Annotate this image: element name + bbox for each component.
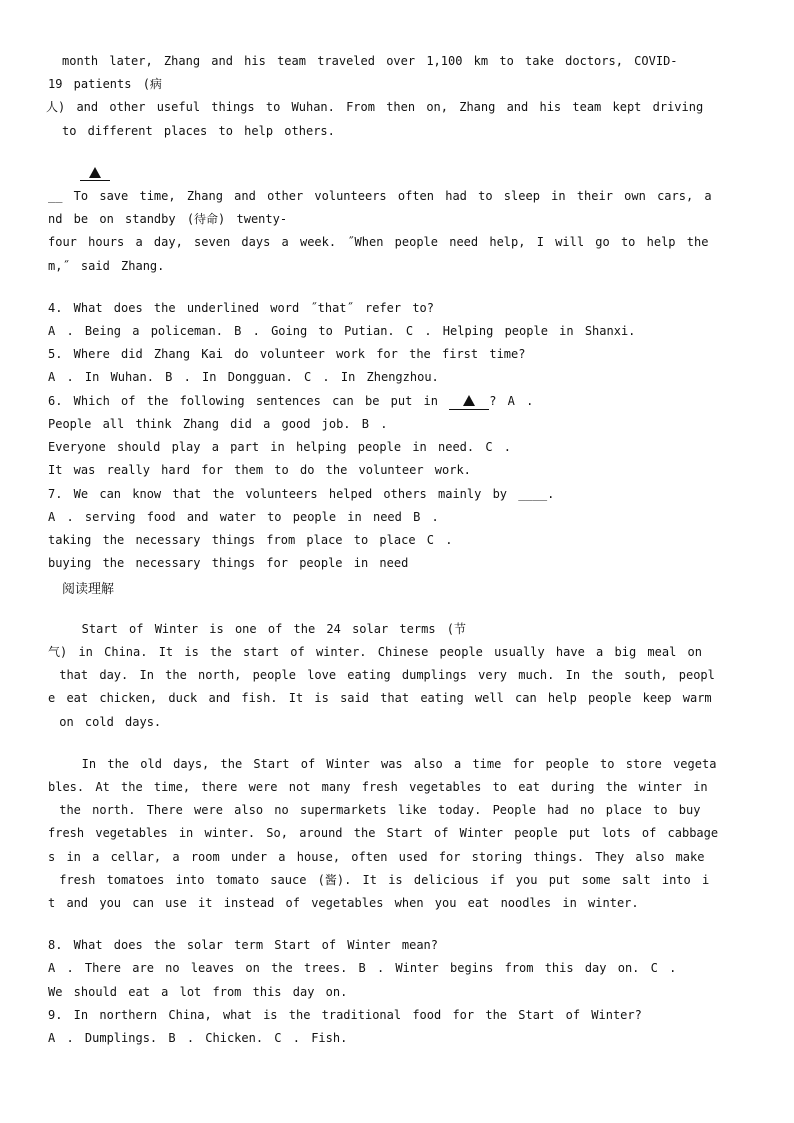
question-line: 4. What does the underlined word ˝that˝ refer to? [48,301,435,315]
passage-line: 气) in China. It is the start of winter. Chinese people usually have a big meal on [48,645,702,659]
question-line: 8. What does the solar term Start of Winter mean? [48,938,439,952]
question-text: ? A . [489,394,534,408]
passage-line: __ To save time, Zhang and other volunteers often had to sleep in their own cars, a [48,189,712,203]
answer-blank [80,166,110,181]
question-line: 9. In northern China, what is the traditional food for the Start of Winter? [48,1008,642,1022]
triangle-marker-icon [89,167,101,178]
passage-line: that day. In the north, people love eating dumplings very much. In the south, peopl [48,668,715,682]
passage-line: m,˝ said Zhang. [48,259,165,273]
option-line: We should eat a lot from this day on. [48,985,348,999]
passage-line: s in a cellar, a room under a house, often used for storing things. They also make [48,850,705,864]
passage-line: fresh vegetables in winter. So, around the Start of Winter people put lots of cabbage [48,826,719,840]
option-line: Everyone should play a part in helping people in need. C . [48,440,512,454]
passage-line: In the old days, the Start of Winter was also a time for people to store vegeta [48,757,717,771]
option-line: A . In Wuhan. B . In Dongguan. C . In Zhengzhou. [48,370,439,384]
option-line: A . serving food and water to people in need B . [48,510,439,524]
answer-blank [449,393,489,410]
option-line: taking the necessary things from place to place C . [48,533,453,547]
passage-line: the north. There were also no supermarkets like today. People had no place to buy [48,803,701,817]
passage-line: on cold days. [48,715,162,729]
option-line: It was really hard for them to do the volunteer work. [48,463,471,477]
option-line: buying the necessary things for people in need [48,556,409,570]
option-line: A . Dumplings. B . Chicken. C . Fish. [48,1031,348,1045]
passage-line: four hours a day, seven days a week. ˝When people need help, I will go to help the [48,235,709,249]
passage-line: 人) and other useful things to Wuhan. From then on, Zhang and his team kept driving [46,100,704,114]
question-line [48,393,748,410]
question-line: 7. We can know that the volunteers helped others mainly by ____. [48,487,555,501]
passage-line: nd be on standby (待命) twenty- [48,212,288,226]
passage-line: bles. At the time, there were not many fresh vegetables to eat during the winter in [48,780,708,794]
passage-line: Start of Winter is one of the 24 solar terms (节 [48,622,467,636]
passage-line: 19 patients (病 [48,77,162,91]
section-title: 阅读理解 [62,582,115,597]
passage-line: t and you can use it instead of vegetables when you eat noodles in winter. [48,896,639,910]
passage-line: to different places to help others. [62,124,335,138]
option-line: A . There are no leaves on the trees. B . Winter begins from this day on. C . [48,961,677,975]
option-line: People all think Zhang did a good job. B . [48,417,388,431]
passage-line: fresh tomatoes into tomato sauce (酱). It is delicious if you put some salt into i [48,873,710,887]
passage-line: month later, Zhang and his team traveled over 1,100 km to take doctors, COVID- [62,54,678,68]
question-line: 5. Where did Zhang Kai do volunteer work for the first time? [48,347,526,361]
option-line: A . Being a policeman. B . Going to Putian. C . Helping people in Shanxi. [48,324,636,338]
triangle-marker-icon [463,395,475,406]
question-text: 6. Which of the following sentences can be put in [48,394,450,408]
passage-line: e eat chicken, duck and fish. It is said that eating well can help people keep warm [48,691,712,705]
